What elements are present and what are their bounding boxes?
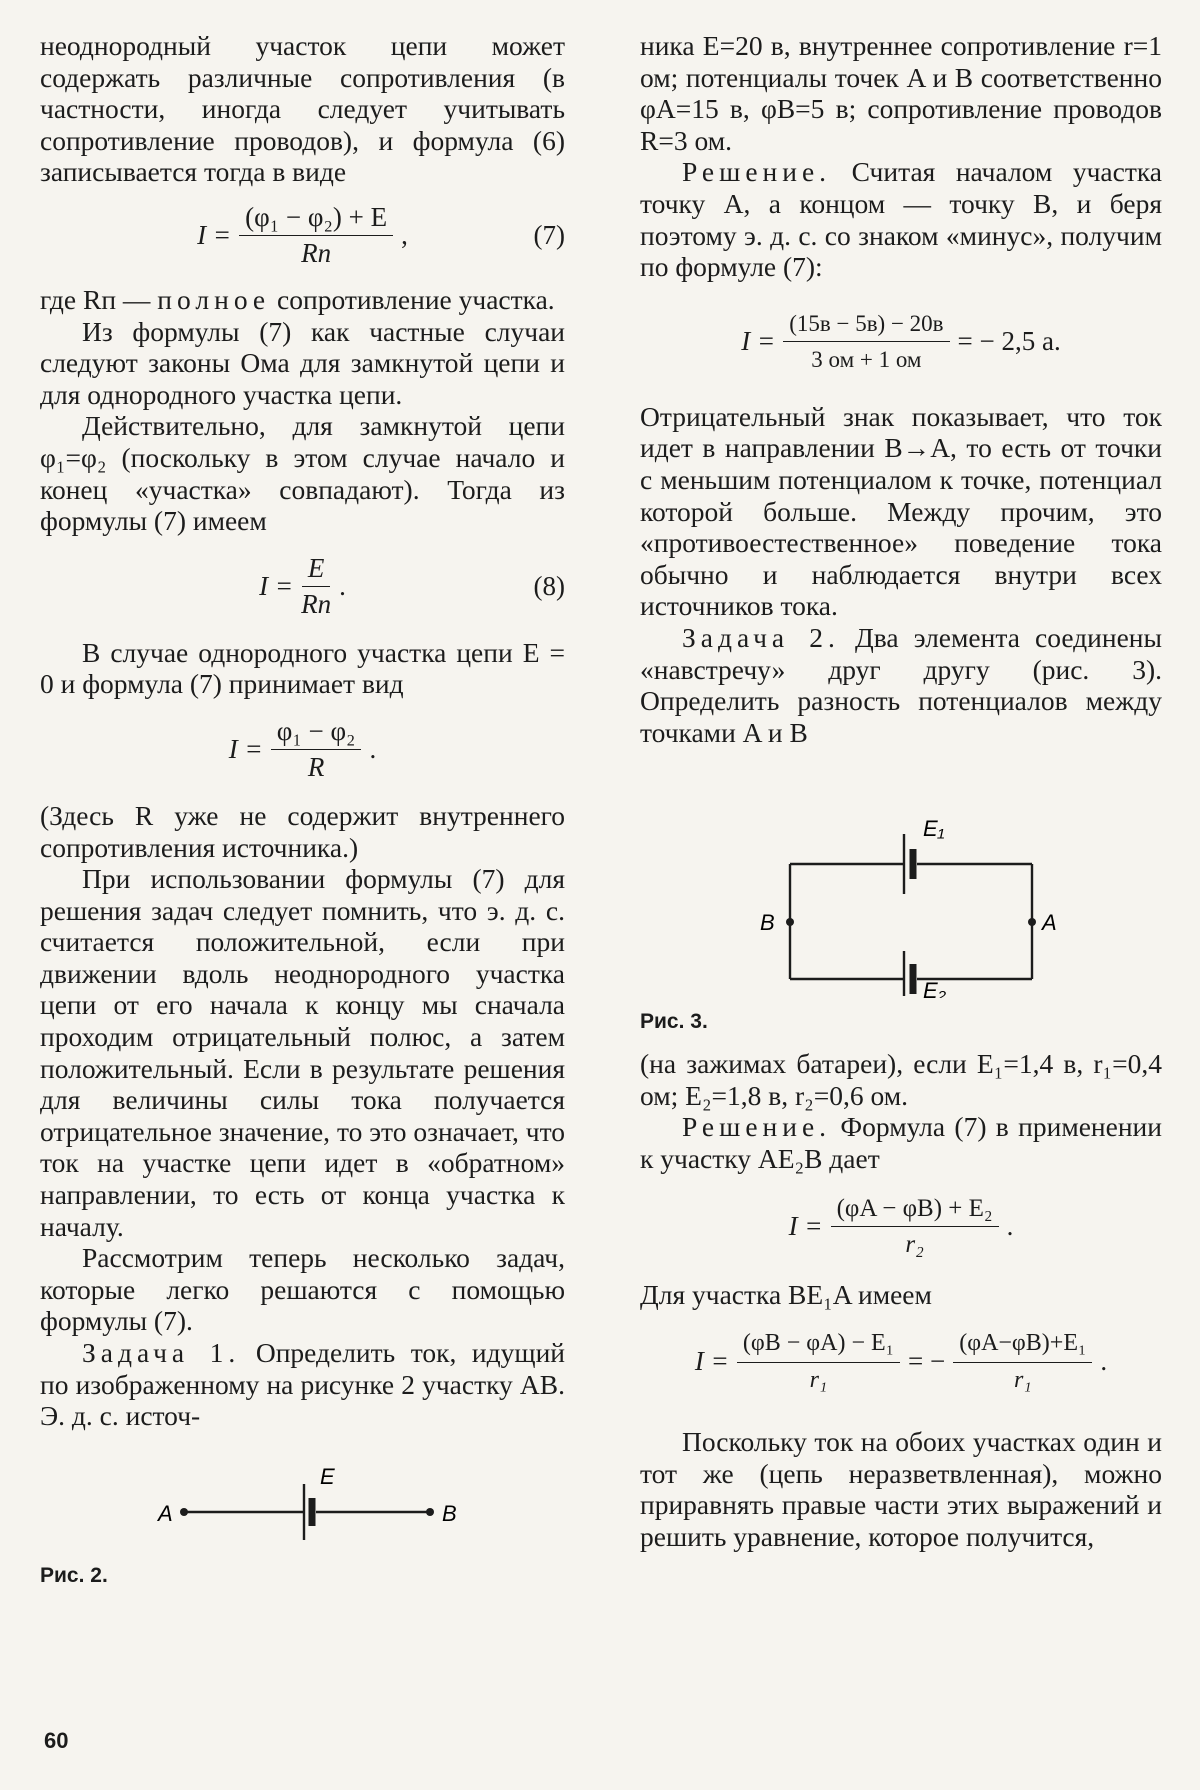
paragraph: (на зажимах батареи), если E₁=1,4 в, r₁=0,4 ом; E₂=1,8 в, r₂=0,6 ом. [640, 1048, 1162, 1111]
right-column [640, 30, 1162, 1553]
spaced-word: полное [157, 283, 271, 315]
figure-caption: Рис. 2. [40, 1563, 108, 1587]
figure-2 [40, 1432, 565, 1592]
label-e: E [320, 1463, 335, 1489]
text-fragment: Два элемента соединены «навстречу» друг другу (рис. 3). Определить разность потенциалов между точками A и B [640, 621, 1163, 748]
label-b: B [442, 1500, 457, 1526]
page-number: 60 [44, 1728, 69, 1753]
formula-tail: . [1100, 1346, 1108, 1377]
text-fragment: сопротивление участка. [277, 283, 555, 315]
equation-number: (7) [533, 220, 565, 251]
paragraph: Из формулы (7) как частные случаи следуют законы Ома для замкнутой цепи и для однородного участка цепи. [40, 315, 565, 410]
figure-3 [640, 748, 1162, 1048]
denominator: r₁ [809, 1366, 828, 1393]
fraction [737, 1328, 900, 1396]
fraction [783, 308, 949, 376]
paragraph: неоднородный участок цепи может содержать различные сопротивления (в частности, иногда следует учитывать сопротивление проводов), и формула (6) записывается тогда в виде [40, 30, 565, 188]
text-fragment: Определить ток, идущий по изображенному на рисунке 2 участку AB. Э. д. с. источ- [40, 1337, 566, 1432]
paragraph: Рассмотрим теперь несколько задач, которые легко решаются с помощью формулы (7). [40, 1242, 565, 1337]
formula-10 [640, 283, 1162, 401]
node-b [786, 918, 794, 926]
formula-tail: . [1006, 1210, 1014, 1241]
numerator: (φ₁ − φ₂) + E [239, 202, 393, 237]
left-column [40, 30, 565, 1592]
numerator: (φB − φA) − E₁ [737, 1328, 900, 1363]
paragraph: Для участка BE₁A имеем [640, 1278, 932, 1310]
paragraph: (Здесь R уже не содержит внутреннего сопротивления источника.) [40, 799, 565, 863]
paragraph: Действительно, для замкнутой цепи φ₁=φ₂ (поскольку в этом случае начало и конец «участка» совпадают). Тогда из формулы (7) имеем [40, 410, 565, 537]
text-fragment: где Rп — [40, 283, 151, 315]
circuit-diagram-2 [40, 1432, 565, 1552]
denominator: R [307, 752, 325, 783]
paragraph [40, 1337, 565, 1432]
paragraph [40, 284, 565, 316]
paragraph [640, 622, 1162, 748]
formula-lhs: I = [788, 1210, 823, 1241]
paragraph [640, 1111, 1162, 1174]
paragraph: При использовании формулы (7) для решения задач следует помнить, что э. д. с. считается положительной, если при движении вдоль неоднородного участка цепи от его начала к концу мы сначала проходим отрицательный полюс, а затем положительный. Если в результате решения для величины силы тока получается отрицательное значение, то это означает, что ток на участке цепи идет в «обратном» направлении, то есть от конца участка к началу. [40, 863, 565, 1242]
fraction [953, 1328, 1092, 1396]
label-b: B [760, 910, 775, 936]
denominator: 3 ом + 1 ом [811, 347, 922, 373]
solution-label: Решение. [682, 1111, 832, 1143]
node-a [180, 1508, 188, 1516]
node-a [1028, 918, 1036, 926]
formula-9 [40, 700, 565, 800]
label-a: A [1042, 910, 1057, 936]
paragraph: Отрицательный знак показывает, что ток идет в направлении B→A, то есть от точки с меньшим потенциалом к точке, потенциал которой больше. Между прочим, это «противоестественное» поведение тока обычно и наблюдается внутри всех источников тока. [640, 400, 1162, 622]
label-e1: E₁ [923, 816, 945, 842]
text-fragment: Формула (7) в применении к участку AE₂B дает [640, 1111, 1162, 1175]
formula-lhs: I = [259, 570, 294, 601]
formula-mid: = − [908, 1346, 946, 1377]
formula-tail: , [401, 220, 408, 251]
numerator: (φA − φB) + E₂ [831, 1193, 999, 1228]
equation-number: (8) [533, 570, 565, 601]
circuit-diagram-3 [640, 748, 1162, 998]
formula-lhs: I = [228, 734, 263, 765]
formula-lhs: I = [694, 1346, 729, 1377]
formula-8 [40, 537, 565, 637]
formula-tail: = − 2,5 а. [957, 325, 1061, 356]
formula-tail: . [339, 570, 346, 601]
denominator: r₂ [905, 1231, 924, 1259]
numerator: E [302, 553, 331, 588]
paragraph: В случае однородного участка цепи E = 0 и формула (7) принимает вид [40, 636, 565, 700]
formula-7 [40, 188, 565, 284]
fraction [239, 202, 393, 270]
paragraph: ника E=20 в, внутреннее сопротивление r=1 ом; потенциалы точек A и B соответственно φA=15 в, φB=5 в; сопротивление проводов R=3 ом. [640, 30, 1162, 156]
formula-lhs: I = [741, 325, 776, 356]
numerator: φ₁ − φ₂ [271, 716, 362, 751]
denominator: r₁ [1013, 1366, 1032, 1393]
paragraph [640, 156, 1162, 282]
denominator: Rп [301, 589, 332, 620]
figure-caption: Рис. 3. [640, 1010, 708, 1034]
fraction [831, 1193, 999, 1261]
formula-11 [640, 1175, 1162, 1279]
label-a: A [158, 1500, 173, 1526]
task-label: Задача 1. [82, 1337, 241, 1368]
paragraph: Поскольку ток на обоих участках один и тот же (цепь неразветвленная), можно приравнять правые части этих выражений и решить уравнение, которое получится, [640, 1426, 1162, 1553]
formula-lhs: I = [197, 220, 232, 251]
formula-tail: . [369, 734, 377, 765]
node-b [426, 1508, 434, 1516]
fraction [271, 716, 362, 784]
numerator: (15в − 5в) − 20в [783, 308, 949, 343]
task-label: Задача 2. [682, 621, 840, 653]
fraction [301, 553, 331, 621]
solution-label: Решение. [682, 156, 832, 188]
text-fragment: Считая началом участка точку A, а концом — точку B, и беря поэтому э. д. с. со знаком «минус», получим по формуле (7): [640, 156, 1162, 283]
numerator: (φA−φB)+E₁ [953, 1328, 1092, 1363]
label-e2: E₂ [923, 978, 947, 999]
denominator: Rп [301, 238, 332, 269]
formula-12 [640, 1310, 1162, 1414]
